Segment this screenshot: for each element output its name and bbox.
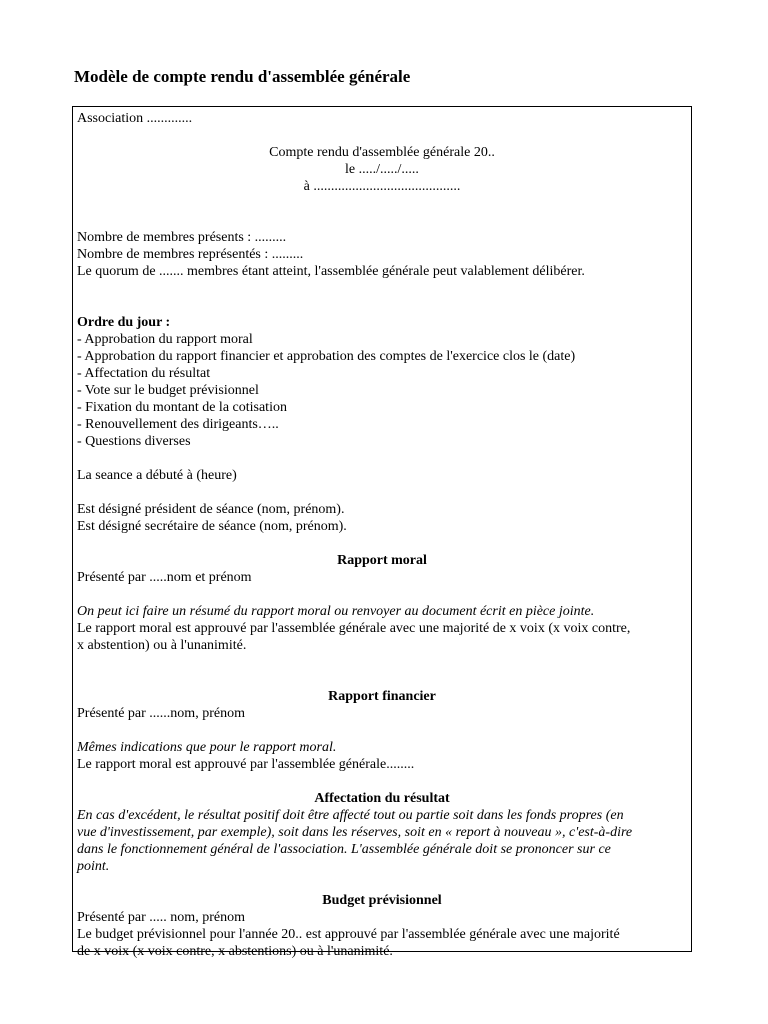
affectation-text: dans le fonctionnement général de l'association. L'assemblée générale doit se prononcer sur ce: [77, 842, 611, 857]
membres-presents: Nombre de membres présents : .........: [77, 230, 287, 245]
ordre-item: - Vote sur le budget prévisionnel: [77, 383, 259, 398]
seance-debut: La seance a débuté à (heure): [77, 468, 237, 483]
ordre-du-jour-heading: Ordre du jour :: [77, 315, 171, 330]
header-title: Compte rendu d'assemblée générale 20..: [269, 145, 495, 160]
header-place: à ..........................................: [303, 179, 461, 194]
header-date: le ...../...../.....: [345, 162, 419, 177]
ordre-item: - Questions diverses: [77, 434, 191, 449]
ordre-item: - Approbation du rapport moral: [77, 332, 253, 347]
rapport-financier-heading: Rapport financier: [328, 689, 436, 704]
seance-secretaire: Est désigné secrétaire de séance (nom, prénom).: [77, 519, 347, 534]
rapport-moral-vote: Le rapport moral est approuvé par l'assemblée générale avec une majorité de x voix (x voix contre,: [77, 621, 631, 636]
budget-vote: de x voix (x voix contre, x abstentions) ou à l'unanimité.: [77, 944, 393, 959]
ordre-item: - Fixation du montant de la cotisation: [77, 400, 287, 415]
budget-vote: Le budget prévisionnel pour l'année 20.. est approuvé par l'assemblée générale avec une majorité: [77, 927, 620, 942]
rapport-financier-presente: Présenté par ......nom, prénom: [77, 706, 245, 721]
affectation-text: En cas d'excédent, le résultat positif doit être affecté tout ou partie soit dans les fonds propres (en: [77, 808, 624, 823]
document-frame: [72, 106, 692, 959]
document-content: [77, 110, 687, 960]
rapport-financier-note: Mêmes indications que pour le rapport moral.: [77, 740, 337, 755]
ordre-item: - Renouvellement des dirigeants…..: [77, 417, 279, 432]
budget-presente: Présenté par ..... nom, prénom: [77, 910, 245, 925]
page-title: Modèle de compte rendu d'assemblée générale: [74, 67, 411, 86]
rapport-moral-presente: Présenté par .....nom et prénom: [77, 570, 252, 585]
rapport-moral-note: On peut ici faire un résumé du rapport moral ou renvoyer au document écrit en pièce jointe.: [77, 604, 595, 619]
seance-president: Est désigné président de séance (nom, prénom).: [77, 502, 345, 517]
ordre-item: - Affectation du résultat: [77, 366, 211, 381]
quorum-line: Le quorum de ....... membres étant atteint, l'assemblée générale peut valablement délibérer.: [77, 264, 585, 279]
budget-heading: Budget prévisionnel: [322, 893, 442, 908]
rapport-financier-vote: Le rapport moral est approuvé par l'assemblée générale........: [77, 757, 415, 772]
ordre-item: - Approbation du rapport financier et approbation des comptes de l'exercice clos le (date): [77, 349, 576, 364]
membres-representes: Nombre de membres représentés : .........: [77, 247, 304, 262]
rapport-moral-vote: x abstention) ou à l'unanimité.: [77, 638, 247, 653]
affectation-text: vue d'investissement, par exemple), soit dans les réserves, soit en « report à nouveau », c'est-à-dire: [77, 825, 633, 840]
rapport-moral-heading: Rapport moral: [337, 553, 427, 568]
affectation-heading: Affectation du résultat: [314, 791, 450, 806]
association-line: Association .............: [77, 111, 193, 126]
affectation-text: point.: [77, 859, 110, 874]
